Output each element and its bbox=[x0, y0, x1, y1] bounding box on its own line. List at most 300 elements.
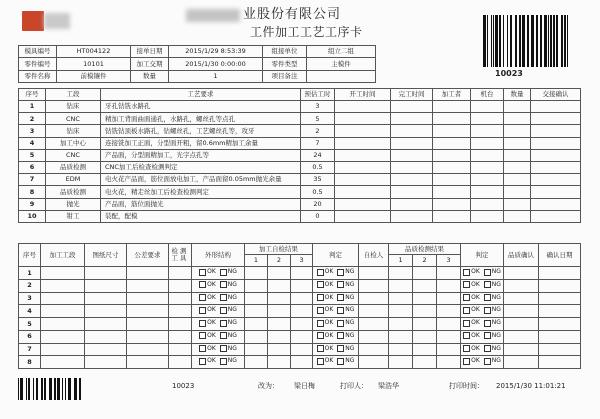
quality-check-2-cell bbox=[413, 305, 437, 318]
company-name: 业股份有限公司 bbox=[243, 7, 342, 22]
ok-checkbox[interactable] bbox=[199, 269, 206, 276]
barcode-bar bbox=[540, 15, 542, 67]
process-row bbox=[19, 149, 581, 161]
ng-checkbox[interactable] bbox=[220, 345, 227, 352]
barcode-bar bbox=[515, 15, 517, 67]
ok-checkbox[interactable] bbox=[463, 358, 470, 365]
self-check-3-cell bbox=[291, 343, 313, 356]
quantity-cell bbox=[504, 101, 531, 113]
drawing-size-cell bbox=[85, 279, 127, 292]
ng-checkbox[interactable] bbox=[337, 281, 344, 288]
barcode-bar bbox=[33, 378, 34, 400]
ng-checkbox[interactable] bbox=[220, 358, 227, 365]
ng-checkbox[interactable] bbox=[484, 269, 491, 276]
barcode-bar bbox=[54, 378, 56, 400]
barcode-bar bbox=[536, 15, 538, 67]
ng-label: NG bbox=[227, 268, 237, 276]
operator-cell bbox=[433, 149, 471, 161]
shape-check-cell bbox=[192, 343, 245, 356]
process-requirement-cell: 牙孔钻铣水路孔 bbox=[101, 101, 301, 113]
col-header-requirement: 工艺要求 bbox=[101, 89, 301, 101]
ng-checkbox[interactable] bbox=[337, 320, 344, 327]
col-header-estimated-hours: 预估工时 bbox=[301, 89, 335, 101]
header-info-table bbox=[18, 45, 376, 83]
col-header-operator: 加工者 bbox=[433, 89, 471, 101]
machine-cell bbox=[471, 113, 504, 125]
process-requirement-cell: 电火花，精走丝加工后检查检测判定 bbox=[101, 186, 301, 198]
quality-confirm-cell bbox=[504, 356, 539, 369]
quality-check-sub-1: 1 bbox=[389, 255, 413, 267]
ok-label: OK bbox=[471, 331, 480, 339]
ok-checkbox[interactable] bbox=[199, 345, 206, 352]
handover-confirm-cell bbox=[531, 186, 581, 198]
col-header-shape: 外形结构 bbox=[192, 244, 245, 267]
barcode-bar bbox=[548, 15, 549, 67]
section-cell bbox=[41, 279, 85, 292]
part-name-label: 零件名称 bbox=[19, 70, 57, 82]
ok-checkbox[interactable] bbox=[199, 320, 206, 327]
mold-no-value: HT004122 bbox=[57, 46, 131, 58]
quality-check-3-cell bbox=[437, 356, 461, 369]
part-type-label: 零件类型 bbox=[263, 58, 307, 70]
project-note-label: 项目备注 bbox=[263, 70, 307, 82]
quality-check-2-cell bbox=[413, 330, 437, 343]
section-cell bbox=[41, 305, 85, 318]
receiving-unit-label: 组接单位 bbox=[263, 46, 307, 58]
self-check-3-cell bbox=[291, 292, 313, 305]
quality-check-1-cell bbox=[389, 330, 413, 343]
barcode-bar bbox=[36, 378, 38, 400]
quality-check-2-cell bbox=[413, 356, 437, 369]
ok-checkbox[interactable] bbox=[199, 358, 206, 365]
inspector-cell bbox=[359, 356, 389, 369]
ng-label: NG bbox=[345, 319, 355, 327]
header-row bbox=[19, 58, 376, 70]
ok-ng-checkbox-group bbox=[317, 269, 355, 276]
quality-confirm-cell bbox=[504, 292, 539, 305]
receiving-unit-value: 组立二组 bbox=[307, 46, 376, 58]
ok-label: OK bbox=[324, 280, 334, 288]
ok-label: OK bbox=[324, 344, 334, 352]
part-name-value: 前模镶件 bbox=[57, 70, 131, 82]
ng-label: NG bbox=[491, 293, 501, 301]
ng-checkbox[interactable] bbox=[220, 320, 227, 327]
ng-checkbox[interactable] bbox=[484, 294, 491, 301]
ok-checkbox[interactable] bbox=[317, 294, 324, 301]
handover-confirm-cell bbox=[531, 174, 581, 186]
ok-checkbox[interactable] bbox=[463, 332, 470, 339]
quantity-cell bbox=[504, 161, 531, 173]
ok-ng-checkbox-group bbox=[199, 269, 237, 276]
operator-cell bbox=[433, 113, 471, 125]
ok-checkbox[interactable] bbox=[317, 320, 324, 327]
inspector-cell bbox=[359, 330, 389, 343]
col-header-section: 工段 bbox=[46, 89, 101, 101]
quality-check-3-cell bbox=[437, 267, 461, 280]
ok-checkbox[interactable] bbox=[463, 320, 470, 327]
inspection-no-cell: 2 bbox=[19, 279, 41, 292]
tolerance-cell bbox=[127, 267, 169, 280]
quality-check-3-cell bbox=[437, 305, 461, 318]
barcode-top bbox=[483, 15, 571, 67]
self-check-1-cell bbox=[245, 267, 268, 280]
col-header-no: 序号 bbox=[19, 244, 41, 267]
project-note-value bbox=[307, 70, 376, 82]
machine-cell bbox=[471, 137, 504, 149]
ng-checkbox[interactable] bbox=[220, 307, 227, 314]
barcode-bar bbox=[567, 15, 568, 67]
ok-label: OK bbox=[324, 293, 334, 301]
ng-checkbox[interactable] bbox=[484, 307, 491, 314]
finish-time-cell bbox=[391, 137, 433, 149]
ok-ng-checkbox-group bbox=[317, 320, 355, 327]
process-requirement-cell: 电火花产品面，筋位面放电加工，产品面留0.05mm抛光余量 bbox=[101, 174, 301, 186]
inspection-row bbox=[19, 305, 581, 318]
machine-cell bbox=[471, 161, 504, 173]
ok-label: OK bbox=[207, 268, 216, 276]
estimated-hours-cell: 24 bbox=[301, 149, 335, 161]
ok-checkbox[interactable] bbox=[317, 345, 324, 352]
process-requirement-cell: CNC加工后检查检测判定 bbox=[101, 161, 301, 173]
ok-ng-checkbox-group bbox=[199, 345, 237, 352]
ok-ng-checkbox-group bbox=[317, 307, 355, 314]
ok-label: OK bbox=[207, 331, 216, 339]
finish-time-cell bbox=[391, 210, 433, 222]
ok-ng-checkbox-group bbox=[463, 269, 501, 276]
quality-check-1-cell bbox=[389, 343, 413, 356]
barcode-bar bbox=[510, 15, 512, 67]
col-header-judge: 判定 bbox=[313, 244, 359, 267]
barcode-bar bbox=[531, 15, 534, 67]
process-requirement-cell: 钻铣钻顶板水路孔，钻螺丝孔，工艺螺丝孔等，攻牙 bbox=[101, 125, 301, 137]
machine-cell bbox=[471, 198, 504, 210]
inspection-no-cell: 5 bbox=[19, 318, 41, 331]
inspector-cell bbox=[359, 305, 389, 318]
ok-checkbox[interactable] bbox=[199, 332, 206, 339]
finish-time-cell bbox=[391, 149, 433, 161]
self-check-3-cell bbox=[291, 318, 313, 331]
ng-label: NG bbox=[491, 306, 501, 314]
company-logo bbox=[22, 11, 44, 31]
ok-checkbox[interactable] bbox=[317, 281, 324, 288]
ok-ng-checkbox-group bbox=[317, 345, 355, 352]
ok-checkbox[interactable] bbox=[463, 269, 470, 276]
ng-checkbox[interactable] bbox=[484, 358, 491, 365]
ok-checkbox[interactable] bbox=[317, 332, 324, 339]
operator-cell bbox=[433, 125, 471, 137]
inspection-table bbox=[18, 243, 581, 369]
finish-time-cell bbox=[391, 161, 433, 173]
printer-name: 梁浩华 bbox=[378, 382, 399, 390]
confirm-date-cell bbox=[539, 267, 581, 280]
confirm-date-cell bbox=[539, 330, 581, 343]
process-no-cell: 5 bbox=[19, 149, 46, 161]
tool-cell bbox=[169, 343, 192, 356]
self-check-1-cell bbox=[245, 305, 268, 318]
ok-label: OK bbox=[207, 357, 216, 365]
process-row bbox=[19, 186, 581, 198]
quality-check-3-cell bbox=[437, 318, 461, 331]
quality-check-3-cell bbox=[437, 330, 461, 343]
tool-cell bbox=[169, 330, 192, 343]
machine-cell bbox=[471, 125, 504, 137]
ok-checkbox[interactable] bbox=[463, 345, 470, 352]
inspector-cell bbox=[359, 292, 389, 305]
barcode-bar bbox=[79, 378, 81, 400]
quality-check-2-cell bbox=[413, 343, 437, 356]
start-time-cell bbox=[335, 210, 391, 222]
shape-check-cell bbox=[192, 305, 245, 318]
process-row bbox=[19, 210, 581, 222]
ok-ng-checkbox-group bbox=[463, 332, 501, 339]
judge-check-cell bbox=[313, 305, 359, 318]
quality-judge-check-cell bbox=[461, 305, 504, 318]
quality-check-2-cell bbox=[413, 318, 437, 331]
company-name-redacted bbox=[186, 9, 240, 22]
estimated-hours-cell: 20 bbox=[301, 198, 335, 210]
ok-ng-checkbox-group bbox=[463, 294, 501, 301]
self-check-3-cell bbox=[291, 330, 313, 343]
barcode-bar bbox=[483, 15, 486, 67]
col-header-no: 序号 bbox=[19, 89, 46, 101]
ok-checkbox[interactable] bbox=[199, 307, 206, 314]
barcode-bar bbox=[553, 15, 555, 67]
ng-label: NG bbox=[227, 280, 237, 288]
barcode-bar bbox=[57, 378, 60, 400]
quantity-cell bbox=[504, 210, 531, 222]
ng-label: NG bbox=[345, 268, 355, 276]
judge-check-cell bbox=[313, 318, 359, 331]
barcode-bar bbox=[527, 15, 529, 67]
ok-checkbox[interactable] bbox=[317, 358, 324, 365]
self-check-1-cell bbox=[245, 292, 268, 305]
ng-label: NG bbox=[227, 293, 237, 301]
barcode-bar bbox=[519, 15, 521, 67]
process-no-cell: 4 bbox=[19, 137, 46, 149]
ng-label: NG bbox=[491, 268, 501, 276]
barcode-bar bbox=[44, 378, 46, 400]
quantity-cell bbox=[504, 186, 531, 198]
part-no-label: 零件编号 bbox=[19, 58, 57, 70]
ng-label: NG bbox=[345, 344, 355, 352]
ok-checkbox[interactable] bbox=[199, 294, 206, 301]
quantity-cell bbox=[504, 137, 531, 149]
quantity-cell bbox=[504, 198, 531, 210]
ng-checkbox[interactable] bbox=[484, 345, 491, 352]
ng-checkbox[interactable] bbox=[337, 294, 344, 301]
order-date-value: 2015/1/29 8:53:39 bbox=[169, 46, 263, 58]
print-time-value: 2015/1/30 11:01:21 bbox=[496, 382, 566, 390]
barcode-bar bbox=[491, 15, 492, 67]
shape-check-cell bbox=[192, 292, 245, 305]
col-header-confirm-date: 确认日期 bbox=[539, 244, 581, 267]
col-header-quality-check: 品质检测结果 bbox=[389, 244, 461, 255]
quality-check-sub-2: 2 bbox=[413, 255, 437, 267]
ng-checkbox[interactable] bbox=[220, 281, 227, 288]
inspection-no-cell: 6 bbox=[19, 330, 41, 343]
ok-checkbox[interactable] bbox=[463, 281, 470, 288]
quality-judge-check-cell bbox=[461, 279, 504, 292]
process-no-cell: 2 bbox=[19, 113, 46, 125]
quality-check-1-cell bbox=[389, 292, 413, 305]
ok-label: OK bbox=[207, 293, 216, 301]
ok-ng-checkbox-group bbox=[317, 294, 355, 301]
ok-ng-checkbox-group bbox=[463, 307, 501, 314]
barcode-bar bbox=[20, 378, 23, 400]
operator-cell bbox=[433, 137, 471, 149]
process-section-cell: 加工中心 bbox=[46, 137, 101, 149]
start-time-cell bbox=[335, 149, 391, 161]
barcode-bar bbox=[564, 15, 566, 67]
barcode-bar bbox=[65, 378, 66, 400]
process-no-cell: 3 bbox=[19, 125, 46, 137]
ng-checkbox[interactable] bbox=[337, 269, 344, 276]
estimated-hours-cell: 3 bbox=[301, 101, 335, 113]
barcode-bar bbox=[74, 378, 77, 400]
process-table bbox=[18, 88, 581, 223]
process-section-cell: 品质检测 bbox=[46, 161, 101, 173]
ok-label: OK bbox=[471, 268, 480, 276]
ng-checkbox[interactable] bbox=[337, 345, 344, 352]
tolerance-cell bbox=[127, 279, 169, 292]
ng-checkbox[interactable] bbox=[337, 307, 344, 314]
process-row bbox=[19, 137, 581, 149]
confirm-date-cell bbox=[539, 305, 581, 318]
confirm-date-cell bbox=[539, 292, 581, 305]
ok-checkbox[interactable] bbox=[317, 307, 324, 314]
col-header-inspector: 自检人 bbox=[359, 244, 389, 267]
tolerance-cell bbox=[127, 343, 169, 356]
start-time-cell bbox=[335, 186, 391, 198]
ok-ng-checkbox-group bbox=[199, 281, 237, 288]
ok-ng-checkbox-group bbox=[463, 281, 501, 288]
estimated-hours-cell: 5 bbox=[301, 113, 335, 125]
quantity-label: 数量 bbox=[131, 70, 169, 82]
header-row bbox=[19, 70, 376, 82]
handover-confirm-cell bbox=[531, 210, 581, 222]
col-header-quantity: 数量 bbox=[504, 89, 531, 101]
start-time-cell bbox=[335, 113, 391, 125]
machine-cell bbox=[471, 186, 504, 198]
company-logo-redacted bbox=[44, 13, 70, 29]
process-requirement-cell: 连接铣加工正面，分型面开粗，留0.6mm精加工余量 bbox=[101, 137, 301, 149]
process-section-cell: EDM bbox=[46, 174, 101, 186]
self-check-3-cell bbox=[291, 279, 313, 292]
finish-time-cell bbox=[391, 198, 433, 210]
barcode-bar bbox=[493, 15, 494, 67]
self-check-2-cell bbox=[268, 356, 291, 369]
ng-checkbox[interactable] bbox=[484, 281, 491, 288]
self-check-2-cell bbox=[268, 305, 291, 318]
start-time-cell bbox=[335, 174, 391, 186]
drawing-size-cell bbox=[85, 330, 127, 343]
handover-confirm-cell bbox=[531, 161, 581, 173]
process-row bbox=[19, 198, 581, 210]
process-row bbox=[19, 125, 581, 137]
judge-check-cell bbox=[313, 330, 359, 343]
ng-checkbox[interactable] bbox=[220, 294, 227, 301]
self-check-1-cell bbox=[245, 356, 268, 369]
section-cell bbox=[41, 343, 85, 356]
barcode-bar bbox=[41, 378, 43, 400]
start-time-cell bbox=[335, 161, 391, 173]
col-header-section: 加工工段 bbox=[41, 244, 85, 267]
operator-cell bbox=[433, 210, 471, 222]
ng-checkbox[interactable] bbox=[484, 320, 491, 327]
self-check-1-cell bbox=[245, 318, 268, 331]
part-no-value: 10101 bbox=[57, 58, 131, 70]
inspector-cell bbox=[359, 279, 389, 292]
ng-checkbox[interactable] bbox=[337, 332, 344, 339]
ng-checkbox[interactable] bbox=[220, 269, 227, 276]
ng-checkbox[interactable] bbox=[337, 358, 344, 365]
machine-cell bbox=[471, 210, 504, 222]
ok-checkbox[interactable] bbox=[199, 281, 206, 288]
ok-label: OK bbox=[471, 357, 480, 365]
ng-label: NG bbox=[491, 319, 501, 327]
ok-label: OK bbox=[471, 280, 480, 288]
quality-confirm-cell bbox=[504, 343, 539, 356]
ng-checkbox[interactable] bbox=[484, 332, 491, 339]
quality-confirm-cell bbox=[504, 279, 539, 292]
barcode-bar bbox=[503, 15, 504, 67]
quality-check-1-cell bbox=[389, 356, 413, 369]
ok-checkbox[interactable] bbox=[463, 294, 470, 301]
col-header-finish-time: 完工时间 bbox=[391, 89, 433, 101]
self-check-2-cell bbox=[268, 292, 291, 305]
quality-check-3-cell bbox=[437, 343, 461, 356]
section-cell bbox=[41, 330, 85, 343]
col-header-quality-confirm: 品质确认 bbox=[504, 244, 539, 267]
process-no-cell: 1 bbox=[19, 101, 46, 113]
self-check-2-cell bbox=[268, 267, 291, 280]
ok-ng-checkbox-group bbox=[199, 358, 237, 365]
quality-judge-check-cell bbox=[461, 318, 504, 331]
estimated-hours-cell: 0.5 bbox=[301, 186, 335, 198]
machine-cell bbox=[471, 174, 504, 186]
drawing-size-cell bbox=[85, 305, 127, 318]
process-requirement-cell: 产品面，分型面精加工，光字点孔等 bbox=[101, 149, 301, 161]
finish-time-cell bbox=[391, 186, 433, 198]
ok-checkbox[interactable] bbox=[463, 307, 470, 314]
col-header-drawing-size: 图纸尺寸 bbox=[85, 244, 127, 267]
ng-label: NG bbox=[345, 357, 355, 365]
start-time-cell bbox=[335, 198, 391, 210]
ok-checkbox[interactable] bbox=[317, 269, 324, 276]
process-no-cell: 10 bbox=[19, 210, 46, 222]
section-cell bbox=[41, 267, 85, 280]
quality-judge-check-cell bbox=[461, 292, 504, 305]
shape-check-cell bbox=[192, 318, 245, 331]
process-no-cell: 9 bbox=[19, 198, 46, 210]
print-time-label: 打印时间： bbox=[449, 382, 484, 390]
self-check-2-cell bbox=[268, 330, 291, 343]
process-no-cell: 8 bbox=[19, 186, 46, 198]
inspection-row bbox=[19, 292, 581, 305]
part-type-value: 主模件 bbox=[307, 58, 376, 70]
ng-checkbox[interactable] bbox=[220, 332, 227, 339]
finish-time-cell bbox=[391, 113, 433, 125]
process-section-cell: 钻床 bbox=[46, 125, 101, 137]
ok-label: OK bbox=[207, 306, 216, 314]
due-date-label: 加工交期 bbox=[131, 58, 169, 70]
operator-cell bbox=[433, 186, 471, 198]
ok-label: OK bbox=[471, 293, 480, 301]
ok-label: OK bbox=[324, 331, 334, 339]
process-requirement-cell: 产品面，筋位面抛光 bbox=[101, 198, 301, 210]
ok-label: OK bbox=[207, 344, 216, 352]
quality-confirm-cell bbox=[504, 267, 539, 280]
